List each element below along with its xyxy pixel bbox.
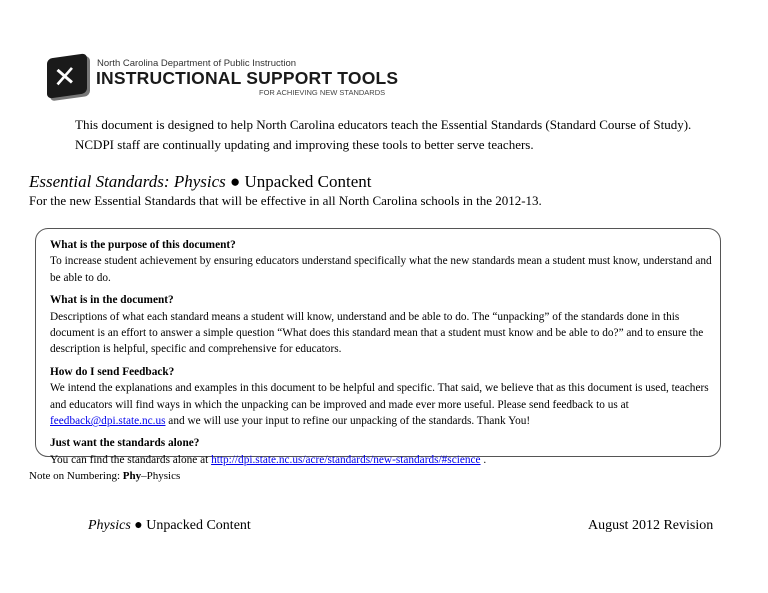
page-title <box>29 172 372 192</box>
feedback-heading: How do I send Feedback? <box>50 365 175 378</box>
tools-icon: ✕ <box>47 53 87 99</box>
intro-text: This document is designed to help North Carolina educators teach the Essential Standards (Standard Course of Study). NCDPI staff are continually updating and improving these tools to better serve teachers. <box>75 117 692 152</box>
contents-heading: What is in the document? <box>50 294 174 307</box>
numbering-note <box>29 470 180 482</box>
standards-text-post: . <box>480 453 487 466</box>
standards-text <box>50 452 720 468</box>
note-label: Note on Numbering: <box>29 470 123 482</box>
contents-text: Descriptions of what each standard means a student will know, understand and be able to do. The “unpacking” of the standards done in this document is an effort to answer a simple question “What does this standard mean that a student must know and be able to do?” and to ensure the description is helpful, specific and comprehensive for educators. <box>50 310 704 356</box>
feedback-email-link[interactable]: feedback@dpi.state.nc.us <box>50 415 166 428</box>
footer-revision: August 2012 Revision <box>588 518 714 533</box>
info-box <box>35 228 721 466</box>
note-meaning: –Physics <box>141 470 181 482</box>
ncdpi-logo <box>47 52 399 102</box>
footer-title-italic: Physics <box>88 518 131 533</box>
feedback-text <box>50 380 720 429</box>
footer-title-rest: ● Unpacked Content <box>130 518 251 533</box>
logo-line2: INSTRUCTIONAL SUPPORT TOOLS <box>96 68 399 88</box>
title-rest: ● Unpacked Content <box>225 172 372 191</box>
note-code: Phy <box>122 470 142 482</box>
standards-link[interactable]: http://dpi.state.nc.us/acre/standards/new-standards/#science <box>211 453 481 466</box>
footer-title <box>88 518 251 534</box>
title-italic: Essential Standards: Physics <box>29 172 226 191</box>
logo-line1: North Carolina Department of Public Instruction <box>97 58 297 69</box>
purpose-heading: What is the purpose of this document? <box>50 239 236 251</box>
purpose-text: To increase student achievement by ensuring educators understand specifically what the new standards mean a student must know, understand and be able to do. <box>50 255 712 284</box>
standards-heading: Just want the standards alone? <box>50 437 200 450</box>
logo-line3: FOR ACHIEVING NEW STANDARDS <box>259 88 386 97</box>
feedback-text-post: and we will use your input to refine our unpacking of the standards. Thank You! <box>165 415 531 428</box>
page-subtitle: For the new Essential Standards that will be effective in all North Carolina schools in the 2012-13. <box>29 193 542 208</box>
standards-text-pre: You can find the standards alone at <box>50 453 212 466</box>
feedback-text-pre: We intend the explanations and examples in this document to be helpful and specific. That said, we believe that as this document is used, teachers and educators will find ways in which the unpacking can be improved and made ever more useful. Please send feedback to us at <box>50 382 709 411</box>
